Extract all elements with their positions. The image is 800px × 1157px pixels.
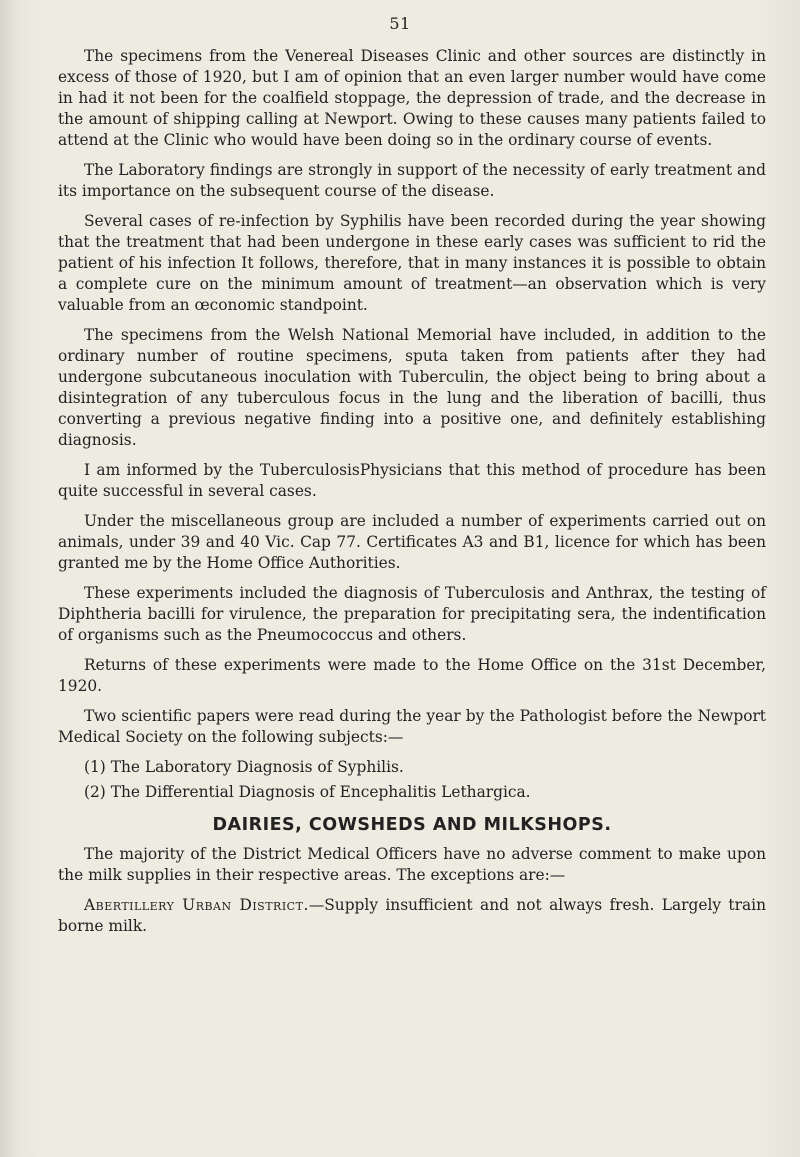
paragraph-experiments-included: These experiments included the diagnosis of Tuberculosis and Anthrax, the testing of Diphtheria bacilli for virulence, the preparation for precipitating sera, the indentification of organisms such as the Pneumococcus and others. [58, 584, 766, 644]
paragraph-scientific-papers: Two scientific papers were read during the year by the Pathologist before the Newport Medical Society on the following subjects:— [58, 707, 766, 746]
page-number: 51 [389, 14, 411, 33]
paragraph-reinfection: Several cases of re-infection by Syphilis have been recorded during the year showing that the treatment that had been undergone in these early cases was sufficient to rid the patient of his infection It follows, therefore, that in many instances it is possible to obtain a complete cure on the minimum amount of treatment—an observation which is very valuable from an œconomic standpoint. [58, 212, 766, 314]
paragraph-welsh-memorial: The specimens from the Welsh National Memorial have included, in addition to the ordinary number of routine specimens, sputa taken from patients after they had undergone subcutaneous inoculation with Tuberculin, the object being to bring about a disintegration of any tuberculous focus in the lung and the liberation of bacilli, thus converting a previous negative finding into a positive one, and definitely establishing diagnosis. [58, 326, 766, 449]
section-heading: DAIRIES, COWSHEDS AND MILKSHOPS. [212, 815, 612, 835]
district-name: Abertillery Urban District. [84, 896, 309, 914]
paragraph-abertillery [58, 895, 766, 937]
paragraph-milk-supplies: The majority of the District Medical Officers have no adverse comment to make upon the milk supplies in their respective areas. The exceptions are:— [58, 845, 766, 884]
page-body [58, 46, 766, 946]
district-text: —Supply insufficient and not always fresh. Largely train borne milk. [58, 896, 766, 935]
paragraph-tuberculosis-physicians: I am informed by the TuberculosisPhysicians that this method of procedure has been quite successful in several cases. [58, 461, 766, 500]
paragraph-venereal-clinic: The specimens from the Venereal Diseases Clinic and other sources are distinctly in excess of those of 1920, but I am of opinion that an even larger number would have come in had it not been for the coalfield stoppage, the depression of trade, and the decrease in the amount of shipping calling at Newport. Owing to these causes many patients failed to attend at the Clinic who would have been doing so in the ordinary course of events. [58, 47, 766, 149]
paragraph-returns: Returns of these experiments were made to the Home Office on the 31st December, 1920. [58, 656, 766, 695]
paragraph-laboratory-findings: The Laboratory findings are strongly in support of the necessity of early treatment and its importance on the subsequent course of the disease. [58, 161, 766, 200]
list-item-syphilis: (1) The Laboratory Diagnosis of Syphilis. [84, 758, 404, 776]
list-item-encephalitis: (2) The Differential Diagnosis of Encephalitis Lethargica. [84, 783, 531, 801]
paragraph-miscellaneous-experiments: Under the miscellaneous group are included a number of experiments carried out on animals, under 39 and 40 Vic. Cap 77. Certificates A3 and B1, licence for which has been granted me by the Home Office Authorities. [58, 512, 766, 572]
